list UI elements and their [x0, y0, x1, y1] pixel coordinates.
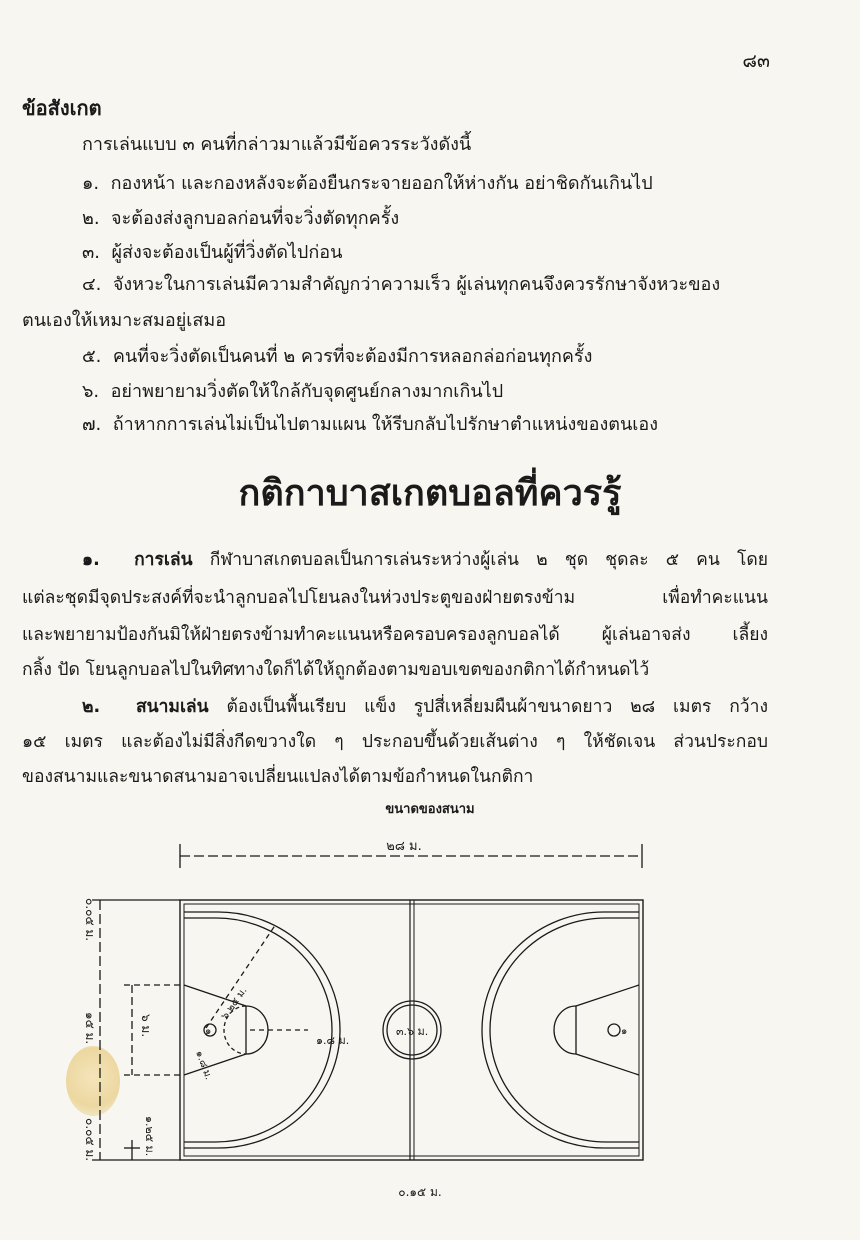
note-item — [82, 376, 503, 405]
center-label: ๓.๖ ม. — [396, 1025, 429, 1038]
right-free-throw-circle — [554, 1006, 576, 1054]
left-radius-line — [206, 924, 276, 1028]
note-text: กองหน้า และกองหลังจะต้องยืนกระจายออกให้ห่างกัน อย่าชิดกันเกินไป — [110, 173, 653, 194]
note-text: จะต้องส่งลูกบอลก่อนที่จะวิ่งตัดทุกครั้ง — [111, 208, 400, 229]
rule-line: กลิ้ง ปัด โยนลูกบอลไปในทิศทางใดก็ได้ให้ถูกต้องตามขอบเขตของกติกาได้กำหนดไว้ — [22, 660, 650, 680]
notes-intro: การเล่นแบบ ๓ คนที่กล่าวมาแล้วมีข้อควรระวังดังนี้ — [82, 134, 472, 155]
rule-number: ๒. — [82, 697, 101, 717]
court-number-left: ๑ — [205, 1026, 212, 1037]
note-item — [82, 409, 658, 438]
note-text: ถ้าหากการเล่นไม่เป็นไปตามแผน ให้รีบกลับไปรักษาตำแหน่งของตนเอง — [112, 414, 659, 435]
side-small-label: ๑.๒๕ ม. — [143, 1116, 156, 1157]
right-three-point-line — [482, 912, 639, 1148]
lane-width-label: ๖ ม. — [139, 1014, 153, 1038]
note-number: ๓. — [82, 242, 101, 263]
right-basket — [608, 1024, 620, 1036]
diagram-caption: ขนาดของสนาม — [385, 802, 475, 817]
rule-line: และพยายามป้องกันมิให้ฝ่ายตรงข้ามทำคะแนนหรือครอบครองลูกบอลได้ ผู้เล่นอาจส่ง เลี้ยง — [22, 625, 768, 645]
rule-text: กีฬาบาสเกตบอลเป็นการเล่นระหว่างผู้เล่น ๒ ชุด ชุดละ ๕ คน โดย — [209, 550, 768, 570]
rule-number: ๑. — [82, 550, 100, 570]
left-free-throw-circle — [246, 1006, 268, 1054]
rule-line — [82, 692, 768, 720]
note-item — [82, 168, 653, 197]
note-item — [82, 269, 720, 298]
notes-heading: ข้อสังเกต — [22, 96, 102, 120]
rule-text: ต้องเป็นพื้นเรียบ แข็ง รูปสี่เหลี่ยมผืนผ้าขนาดยาว ๒๘ เมตร กว้าง — [226, 697, 768, 717]
length-label: ๒๘ ม. — [386, 839, 422, 854]
rule-line — [82, 545, 768, 573]
rules-title: กติกาบาสเกตบอลที่ควรรู้ — [238, 473, 622, 514]
rule-line: ของสนามและขนาดสนามอาจเปลี่ยนแปลงได้ตามข้อกำหนดในกติกา — [22, 767, 534, 787]
width-bottom-label: ๐.๐๕ ม. — [83, 1118, 97, 1162]
court-diagram — [0, 820, 860, 1220]
note-number: ๗. — [82, 414, 102, 435]
page-number: ๘๓ — [742, 50, 770, 72]
note-number: ๒. — [82, 208, 100, 229]
note-text: ผู้ส่งจะต้องเป็นผู้ที่วิ่งตัดไปก่อน — [111, 242, 343, 263]
three-point-label: ๖.๒๕ ม. — [219, 985, 250, 1022]
note-number: ๔. — [82, 274, 102, 295]
note-text: จังหวะในการเล่นมีความสำคัญกว่าความเร็ว ผู้เล่นทุกคนจึงควรรักษาจังหวะของ — [112, 274, 721, 295]
court-number-right: ๑ — [621, 1026, 628, 1037]
arc-label: ๑.๘ ม. — [316, 1034, 350, 1047]
lane-small-label: ๑.๘ ม. — [193, 1049, 214, 1082]
note-continuation: ตนเองให้เหมาะสมอยู่เสมอ — [22, 310, 227, 331]
note-item — [82, 341, 592, 370]
width-mid-label: ๑๕ ม. — [83, 1012, 97, 1045]
rule-line: แต่ละชุดมีจุดประสงค์ที่จะนำลูกบอลไปโยนลงในห่วงประตูของฝ่ายตรงข้าม เพื่อทำคะแนน — [22, 588, 768, 608]
note-text: คนที่จะวิ่งตัดเป็นคนที่ ๒ ควรที่จะต้องมีการหลอกล่อก่อนทุกครั้ง — [112, 346, 593, 367]
rule-heading: สนามเล่น — [135, 697, 209, 717]
note-item — [82, 203, 399, 232]
note-number: ๑. — [82, 173, 100, 194]
rule-line: ๑๕ เมตร และต้องไม่มีสิ่งกีดขวางใด ๆ ประกอบขึ้นด้วยเส้นต่าง ๆ ให้ชัดเจน ส่วนประกอบ — [22, 732, 768, 752]
baseline-label: ๐.๑๕ ม. — [398, 1185, 442, 1199]
width-top-label: ๐.๐๕ ม. — [83, 898, 97, 942]
note-number: ๖. — [82, 381, 100, 402]
note-text: อย่าพยายามวิ่งตัดให้ใกล้กับจุดศูนย์กลางมากเกินไป — [110, 381, 504, 402]
note-item — [82, 237, 342, 266]
rule-heading: การเล่น — [134, 550, 193, 570]
note-number: ๕. — [82, 346, 102, 367]
